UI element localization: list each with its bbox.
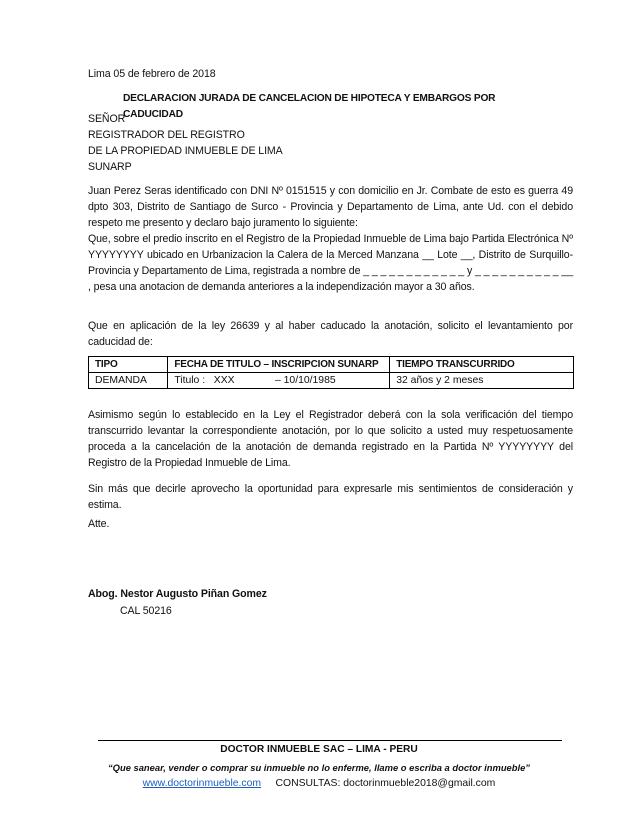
closing-salutation: Atte. <box>88 518 110 530</box>
addressee-line: DE LA PROPIEDAD INMUEBLE DE LIMA <box>88 145 283 157</box>
table-header: TIPO <box>89 357 168 373</box>
signature-registration: CAL 50216 <box>120 605 172 617</box>
footer-contact: CONSULTAS: doctorinmueble2018@gmail.com <box>275 778 496 789</box>
caducidad-table <box>88 356 574 389</box>
paragraph-closing-remarks: Sin más que decirle aprovecho la oportunidad para expresarle mis sentimientos de consideración y estima. <box>88 483 573 511</box>
table-cell: DEMANDA <box>89 373 168 389</box>
document-date: Lima 05 de febrero de 2018 <box>88 68 216 80</box>
paragraph-identification: Juan Perez Seras identificado con DNI Nº 0151515 y con domicilio en Jr. Combate de esto es guerra 49 dpto 303, Distrito de Santiago de Surco - Provincia y Departamento de Lima, ante Ud. con el debido respeto me presento y declaro bajo juramento lo siguiente: <box>88 185 573 229</box>
addressee-line: REGISTRADOR DEL REGISTRO <box>88 129 245 141</box>
addressee-line: SUNARP <box>88 161 132 173</box>
document-title: DECLARACION JURADA DE CANCELACION DE HIPOTECA Y EMBARGOS POR CADUCIDAD <box>123 93 496 120</box>
footer-contact-line <box>0 778 638 789</box>
footer-company: DOCTOR INMUEBLE SAC – LIMA - PERU <box>220 744 418 755</box>
footer-divider <box>98 740 562 741</box>
table-cell: 32 años y 2 meses <box>390 373 574 389</box>
footer-website-link[interactable]: www.doctorinmueble.com <box>142 778 262 789</box>
paragraph-legal-basis: Asimismo según lo establecido en la Ley el Registrador deberá con la sola verificación del tiempo transcurrido levantar la correspondiente anotación, por lo que solicito a usted muy respetuosamente proceda a la cancelación de la anotación de demanda registrado en la Partida Nº YYYYYYYY del Registro de la Propiedad Inmueble de Lima. <box>88 409 573 469</box>
footer-slogan: “Que sanear, vender o comprar su inmueble no lo enferme, llame o escriba a doctor inmueble” <box>107 762 530 773</box>
table-header-row <box>89 357 574 373</box>
table-row <box>89 373 574 389</box>
paragraph-property: Que, sobre el predio inscrito en el Registro de la Propiedad Inmueble de Lima bajo Partida Electrónica Nº YYYYYYYY ubicado en Urbanizacion la Calera de la Merced Manzana __ Lote __, Distrito de Surquillo-Provincia y Departamento de Lima, registrada a nombre de _ _ _ _ _ _ _ _ _ _ _ _ y _ _ _ _ _ _ _ _ _ _ __ , pesa una anotacion de demanda anteriores a la independización mayor a 30 años. <box>88 233 573 293</box>
table-cell: Titulo : XXX – 10/10/1985 <box>168 373 390 389</box>
paragraph-request: Que en aplicación de la ley 26639 y al haber caducado la anotación, solicito el levantamiento por caducidad de: <box>88 320 573 348</box>
signature-name: Abog. Nestor Augusto Piñan Gomez <box>88 588 267 600</box>
addressee-block <box>88 111 573 175</box>
table-header: FECHA DE TITULO – INSCRIPCION SUNARP <box>168 357 390 373</box>
addressee-line: SEÑOR <box>88 113 126 125</box>
table-header: TIEMPO TRANSCURRIDO <box>390 357 574 373</box>
